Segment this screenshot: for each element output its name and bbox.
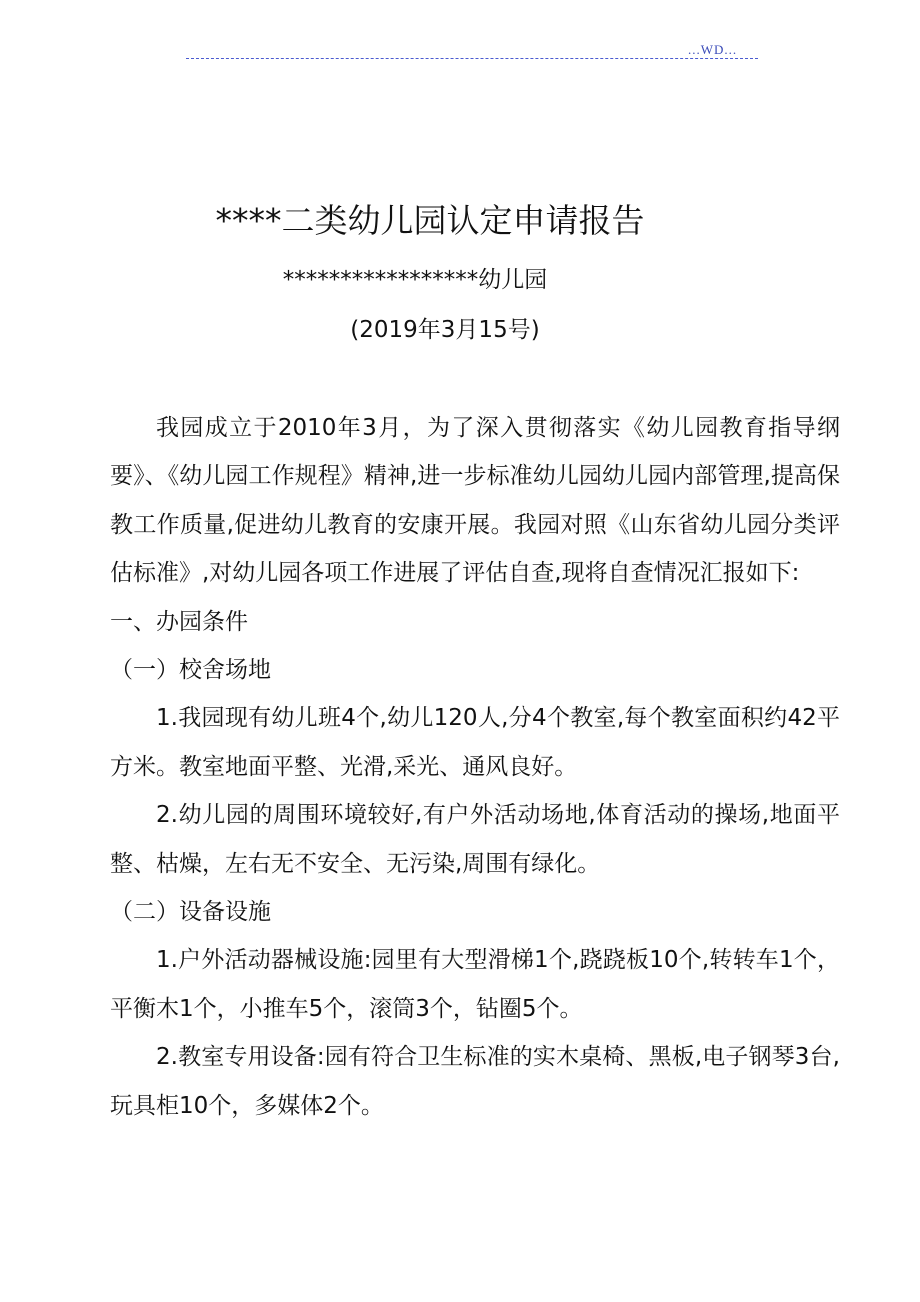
document-body — [110, 404, 840, 1130]
facilities-item-2: 2.教室专用设备:园有符合卫生标准的实木桌椅、黑板,电子钢琴3台,玩具柜10个，多媒体2个。 — [110, 1044, 840, 1119]
header-mark: ...WD... — [688, 42, 738, 57]
header-divider — [186, 58, 758, 59]
document-date: (2019年3月15号) — [350, 317, 540, 343]
section-heading-conditions: 一、办园条件 — [110, 608, 248, 635]
document-title: ****二类幼儿园认定申请报告 — [215, 201, 645, 240]
campus-item-1: 1.我园现有幼儿班4个,幼儿120人,分4个教室,每个教室面积约42平方米。教室地面平整、光滑,采光、通风良好。 — [110, 705, 840, 780]
campus-item-2: 2.幼儿园的周围环境较好,有户外活动场地,体育活动的操场,地面平整、枯燥，左右无不安全、无污染,周围有绿化。 — [110, 802, 840, 877]
organization-name: *****************幼儿园 — [282, 267, 548, 293]
facilities-item-1: 1.户外活动器械设施:园里有大型滑梯1个,跷跷板10个,转转车1个，平衡木1个，小推车5个，滚筒3个，钻圈5个。 — [110, 947, 840, 1022]
subsection-heading-facilities: （二）设备设施 — [110, 899, 271, 926]
subsection-heading-campus: （一）校舍场地 — [110, 657, 271, 684]
intro-paragraph: 我园成立于2010年3月，为了深入贯彻落实《幼儿园教育指导纲要》、《幼儿园工作规程》精神,进一步标准幼儿园幼儿园内部管理,提高保教工作质量,促进幼儿教育的安康开展。我园对照《山东省幼儿园分类评估标准》,对幼儿园各项工作进展了评估自查,现将自查情况汇报如下: — [110, 415, 840, 587]
